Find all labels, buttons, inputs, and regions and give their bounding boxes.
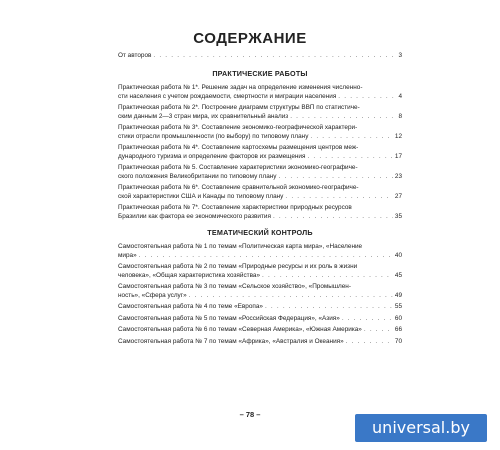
toc-entry-text: Практическая работа № 5. Составление характеристики экономико-географиче- (118, 164, 358, 172)
dot-leader (310, 133, 393, 141)
dot-leader (265, 303, 393, 311)
toc-page-number: 27 (394, 192, 402, 200)
section-heading-practical: ПРАКТИЧЕСКИЕ РАБОТЫ (212, 69, 308, 79)
toc-entry-text: человека», «Общая характеристика хозяйства» (118, 271, 260, 279)
toc-page-number: 4 (398, 92, 402, 100)
toc-entry-text: ность», «Сфера услуг» (118, 291, 187, 299)
toc-page-number: 3 (398, 52, 402, 59)
toc-entry-text: Самостоятельная работа № 6 по темам «Северная Америка», «Южная Америка» (118, 326, 362, 334)
toc-page-number: 49 (394, 291, 402, 299)
toc-entry (118, 326, 402, 334)
toc-entry-text: Самостоятельная работа № 3 по темам «Сельское хозяйство», «Промышлен- (118, 283, 351, 291)
dot-leader (189, 292, 393, 300)
toc-entry-text: Практическая работа № 6*. Составление сравнительной экономико-географиче- (118, 184, 359, 192)
toc-entry-text: Практическая работа № 7*. Составление характеристики природных ресурсов (118, 204, 352, 212)
toc-list-control (118, 243, 402, 346)
page-title: СОДЕРЖАНИЕ (193, 30, 307, 47)
toc-entry-text: Практическая работа № 1*. Решение задач на определение изменения численно- (118, 84, 363, 92)
toc-entry-text: дународного туризма и определение факторов их размещения (118, 152, 306, 160)
toc-entry-text: стики отрасли промышленности (по выбору) по типовому плану (118, 132, 309, 140)
dot-leader (290, 113, 396, 121)
toc-entry (118, 263, 402, 280)
toc-page-number: 8 (398, 112, 402, 120)
dot-leader (139, 252, 393, 260)
dot-leader (338, 93, 396, 101)
toc-entry (118, 144, 402, 161)
dot-leader (153, 52, 396, 60)
toc-list-practical (118, 84, 402, 221)
toc-page-number: 45 (394, 271, 402, 279)
toc-entry-text: ского положения Великобритании по типовому плану (118, 172, 277, 180)
toc-page-number: 12 (394, 132, 402, 140)
toc-entry (118, 104, 402, 121)
toc-page-number: 66 (394, 326, 402, 334)
toc-entry (118, 84, 402, 101)
toc-entry (118, 184, 402, 201)
toc-entry-text: Самостоятельная работа № 2 по темам «Природные ресурсы и их роль в жизни (118, 263, 358, 271)
toc-entry (118, 283, 402, 300)
watermark-logo: universal.by (355, 414, 487, 442)
toc-entry-authors (118, 52, 402, 60)
toc-entry-text: ским данным 2—3 стран мира, их сравнительный анализ (118, 112, 289, 120)
dot-leader (273, 213, 393, 221)
toc-entry (118, 243, 402, 260)
toc-entry-text: Практическая работа № 3*. Составление экономико-географической характери- (118, 124, 358, 132)
toc-entry-text: мира» (118, 251, 137, 259)
toc-page-number: 35 (394, 212, 402, 220)
toc-entry (118, 164, 402, 181)
dot-leader (342, 315, 393, 323)
page-number-footer: – 78 – (239, 410, 261, 419)
toc-page-number: 40 (394, 251, 402, 259)
toc-entry-text: Самостоятельная работа № 5 по темам «Российская Федерация», «Азия» (118, 314, 340, 322)
toc-entry (118, 204, 402, 221)
section-heading-control: ТЕМАТИЧЕСКИЙ КОНТРОЛЬ (207, 228, 313, 238)
dot-leader (285, 193, 393, 201)
toc-page-number: 17 (394, 152, 402, 160)
toc-entry-text: ской характеристики США и Канады по типовому плану (118, 192, 284, 200)
toc-column (118, 52, 402, 350)
dot-leader (307, 153, 392, 161)
dot-leader (346, 338, 393, 346)
toc-page-number: 55 (394, 303, 402, 311)
toc-page-number: 70 (394, 338, 402, 345)
toc-page-number: 23 (394, 172, 402, 180)
dot-leader (364, 326, 393, 334)
dot-leader (262, 272, 393, 280)
toc-entry-text: От авторов (118, 52, 152, 59)
toc-entry-text: Бразилии как фактора ее экономического развития (118, 212, 271, 220)
toc-entry (118, 338, 402, 346)
toc-entry-text: Практическая работа № 2*. Построение диаграмм структуры ВВП по статистиче- (118, 104, 360, 112)
toc-entry-text: сти населения с учетом рождаемости, смертности и миграции населения (118, 92, 337, 100)
toc-entry-text: Самостоятельная работа № 4 по теме «Европа» (118, 303, 263, 311)
toc-entry (118, 315, 402, 323)
toc-entry (118, 303, 402, 311)
toc-entry-text: Практическая работа № 4*. Составление картосхемы размещения центров меж- (118, 144, 359, 152)
toc-entry-text: Самостоятельная работа № 1 по темам «Политическая карта мира», «Население (118, 243, 363, 251)
toc-entry (118, 124, 402, 141)
toc-entry-text: Самостоятельная работа № 7 по темам «Африка», «Австралия и Океания» (118, 338, 344, 345)
toc-page-number: 60 (394, 314, 402, 322)
dot-leader (279, 173, 393, 181)
